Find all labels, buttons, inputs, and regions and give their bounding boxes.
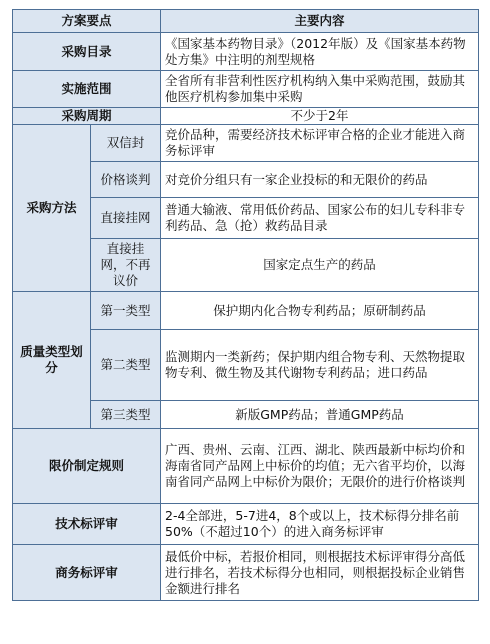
row-cycle (13, 108, 479, 125)
quality-content-1: 保护期内化合物专利药品；原研制药品 (161, 292, 479, 330)
label-catalog: 采购目录 (13, 33, 161, 71)
method-name-4: 直接挂网，不再议价 (91, 239, 161, 292)
quality-name-2: 第二类型 (91, 330, 161, 401)
quality-content-2: 监测期内一类新药；保护期内组合物专利、天然物提取物专利、微生物及其代谢物专利药品；进口药品 (161, 330, 479, 401)
method-content-1: 竞价品种，需要经济技术标评审合格的企业才能进入商务标评审 (161, 125, 479, 162)
label-quality: 质量类型划分 (13, 292, 91, 429)
row-method-1 (13, 125, 479, 162)
label-method: 采购方法 (13, 125, 91, 292)
row-business (13, 545, 479, 601)
procurement-plan-table (12, 9, 479, 601)
row-price-limit (13, 429, 479, 504)
label-tech: 技术标评审 (13, 504, 161, 545)
content-price-limit: 广西、贵州、云南、江西、湖北、陕西最新中标均价和海南省同产品网上中标价的均值；无六省平均价，以海南省同产品网上中标价为限价；无限价的进行价格谈判 (161, 429, 479, 504)
content-scope: 全省所有非营利性医疗机构纳入集中采购范围，鼓励其他医疗机构参加集中采购 (161, 71, 479, 108)
content-business: 最低价中标，若报价相同，则根据技术标评审得分高低进行排名，若技术标得分也相同，则根据投标企业销售金额进行排名 (161, 545, 479, 601)
method-content-4: 国家定点生产的药品 (161, 239, 479, 292)
method-name-1: 双信封 (91, 125, 161, 162)
label-business: 商务标评审 (13, 545, 161, 601)
procurement-plan-table-container (12, 9, 478, 601)
row-scope (13, 71, 479, 108)
quality-content-3: 新版GMP药品；普通GMP药品 (161, 401, 479, 429)
table-header-row (13, 10, 479, 33)
label-scope: 实施范围 (13, 71, 161, 108)
quality-name-3: 第三类型 (91, 401, 161, 429)
method-content-3: 普通大输液、常用低价药品、国家公布的妇儿专科非专利药品、急（抢）救药品目录 (161, 198, 479, 239)
label-cycle: 采购周期 (13, 108, 161, 125)
content-cycle: 不少于2年 (161, 108, 479, 125)
label-price-limit: 限价制定规则 (13, 429, 161, 504)
content-catalog: 《国家基本药物目录》（2012年版）及《国家基本药物处方集》中注明的剂型规格 (161, 33, 479, 71)
row-catalog (13, 33, 479, 71)
quality-name-1: 第一类型 (91, 292, 161, 330)
method-name-2: 价格谈判 (91, 162, 161, 198)
header-plan-points: 方案要点 (13, 10, 161, 33)
row-tech (13, 504, 479, 545)
row-quality-1 (13, 292, 479, 330)
header-main-content: 主要内容 (161, 10, 479, 33)
method-content-2: 对竞价分组只有一家企业投标的和无限价的药品 (161, 162, 479, 198)
content-tech: 2-4全部进，5-7进4，8个或以上，技术标得分排名前50%（不超过10个）的进入商务标评审 (161, 504, 479, 545)
method-name-3: 直接挂网 (91, 198, 161, 239)
